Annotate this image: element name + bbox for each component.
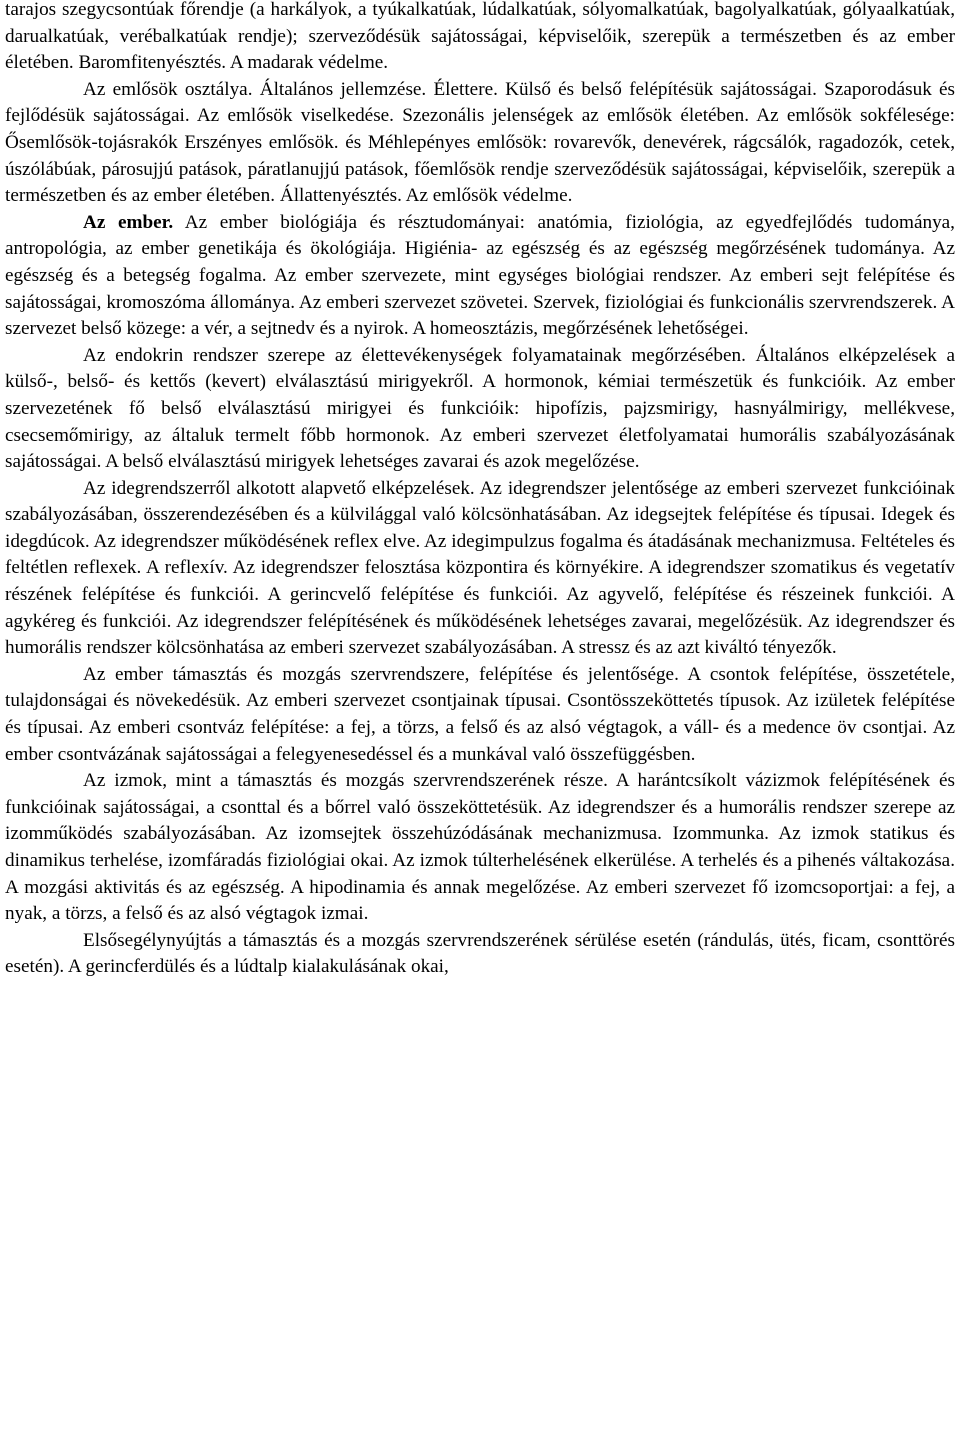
paragraph-skeletal-system <box>5 662 955 768</box>
paragraph-muscular-system <box>5 768 955 928</box>
paragraph-text: Az ember támasztás és mozgás szervrendszere, felépítése és jelentősége. A csontok felépítése, összetétele, tulajdonságai és növekedésük. Az emberi szervezet csontjainak típusai. Csontösszeköttetés típusok. Az izületek felépítése és típusai. Az emberi csontváz felépítése: a fej, a törzs, a felső és az alsó végtagok, a váll- és a medence öv csontjai. Az ember csontvázának sajátosságai a felegyenesedéssel és a munkával való összefüggésben. <box>5 663 955 765</box>
paragraph-text: Az izmok, mint a támasztás és mozgás szervrendszerének része. A harántcsíkolt vázizmok felépítésének és funkcióinak sajátosságai, a csonttal és a bőrrel való összeköttetésük. Az idegrendszer és a humorális rendszer szerepe az izomműködés szabályozásában. Az izomsejtek összehúzódásának mechanizmusa. Izommunka. Az izmok statikus és dinamikus terhelése, izomfáradás fiziológiai okai. Az izmok túlterhelésének elkerülése. A terhelés és a pihenés váltakozása. A mozgási aktivitás és az egészség. A hipodinamia és annak megelőzése. Az emberi szervezet fő izomcsoportjai: a fej, a nyak, a törzs, a felső és az alsó végtagok izmai. <box>5 770 955 925</box>
paragraph-endocrine-system <box>5 343 955 476</box>
paragraph-text: Az ember biológiája és résztudományai: anatómia, fiziológia, az egyedfejlődés tudománya, antropológia, az ember genetikája és ökológiája. Higiénia- az egészség és az egészség megőrzésének tudománya. Az egészség és a betegség fogalma. Az ember szervezete, mint egységes biológiai rendszer. Az emberi sejt felépítése és sajátosságai, kromoszóma állománya. Az emberi szervezet szövetei. Szervek, fiziológiai és funkcionális szervrendszerek. A szervezet belső közege: a vér, a sejtnedv és a nyirok. A homeosztázis, megőrzésének lehetőségei. <box>5 211 955 340</box>
paragraph-human-biology <box>5 210 955 343</box>
section-heading: Az ember. <box>83 211 174 233</box>
paragraph-text: Az endokrin rendszer szerepe az élettevékenységek folyamatainak megőrzésében. Általános elképzelések a külső-, belső- és kettős (kevert) elválasztású mirigyekről. A hormonok, kémiai természetük és funkcióik. Az ember szervezetének fő belső elválasztású mirigyei és funkcióik: hipofízis, pajzsmirigy, hasnyálmirigy, mellékvese, csecsemőmirigy, az általuk termelt főbb hormonok. Az emberi szervezet életfolyamatai humorális szabályozásának sajátosságai. A belső elválasztású mirigyek lehetséges zavarai és azok megelőzése. <box>5 344 955 473</box>
paragraph-text: Az idegrendszerről alkotott alapvető elképzelések. Az idegrendszer jelentősége az emberi szervezet funkcióinak szabályozásában, összerendezésében és a külvilággal való kölcsönhatásában. Az idegsejtek felépítése és típusai. Idegek és idegdúcok. Az idegrendszer működésének reflex elve. Az idegimpulzus fogalma és átadásának mechanizmusa. Feltételes és feltétlen reflexek. A reflexív. Az idegrendszer felosztása központira és környékire. A idegrendszer szomatikus és vegetatív részének felépítése és funkciói. A gerincvelő felépítése és funkciói. Az agyvelő, felépítése és részeinek funkciói. A agykéreg és funkciói. Az idegrendszer felépítésének és működésének lehetséges zavarai, megelőzésük. Az idegrendszer és humorális rendszer kölcsönhatása az emberi szervezet szabályozásában. A stressz és az azt kiváltó tényezők. <box>5 477 955 659</box>
paragraph-text: Elsősegélynyújtás a támasztás és a mozgás szervrendszerének sérülése esetén (rándulás, ütés, ficam, csonttörés esetén). A gerincferdülés és a lúdtalp kialakulásának okai, <box>5 929 955 978</box>
paragraph-text: tarajos szegycsontúak főrendje (a harkályok, a tyúkalkatúak, lúdalkatúak, sólyomalkatúak, bagolyalkatúak, gólyaalkatúak, darualkatúak, verébalkatúak rendje); szerveződésük sajátosságai, képviselőik, szerepük a természetben és az ember életében. Baromfitenyésztés. A madarak védelme. <box>5 0 955 74</box>
paragraph-birds-orders <box>5 0 955 77</box>
paragraph-nervous-system <box>5 476 955 662</box>
paragraph-text: Az emlősök osztálya. Általános jellemzése. Élettere. Külső és belső felépítésük sajátosságai. Szaporodásuk és fejlődésük sajátosságai. Az emlősök viselkedése. Szezonális jelenségek az emlősök életében. Az emlősök sokfélesége: Ősemlősök-tojásrakók Erszényes emlősök. és Méhlepényes emlősök: rovarevők, denevérek, rágcsálók, ragadozók, cetek, úszólábúak, párosujjú patások, páratlanujjú patások, főemlősök rendje szerveződésük sajátosságai, képviselőik, szerepük a természetben és az ember életében. Állattenyésztés. Az emlősök védelme. <box>5 78 955 207</box>
paragraph-mammals-class <box>5 77 955 210</box>
paragraph-first-aid <box>5 928 955 981</box>
